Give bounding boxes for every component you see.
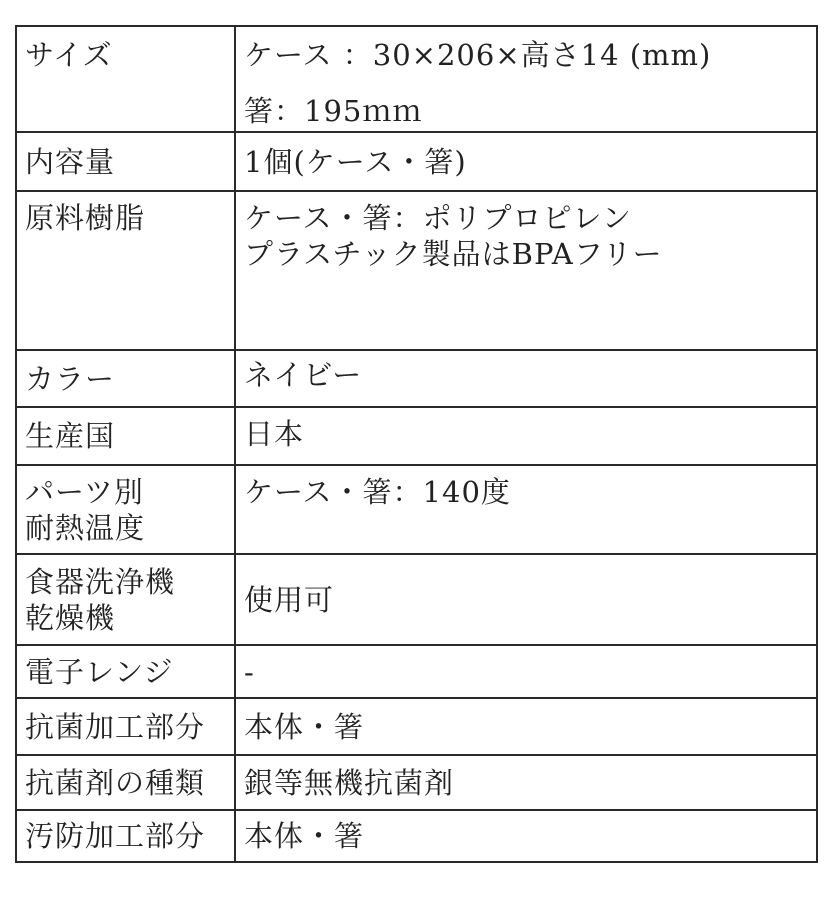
spec-label: 原料樹脂	[25, 201, 146, 235]
spec-label-cell	[16, 554, 235, 645]
spec-label-cell	[16, 132, 235, 191]
spec-row-heat-resistance	[16, 465, 817, 554]
spec-label-cell	[16, 810, 235, 862]
spec-row-size	[16, 26, 817, 132]
spec-label: 乾燥機	[25, 600, 116, 635]
spec-value: 箸：195ｍｍ	[244, 94, 423, 128]
spec-row-color	[16, 350, 817, 407]
spec-label: サイズ	[25, 38, 113, 72]
spec-label: 食器洗浄機	[25, 564, 176, 599]
spec-row-antifouling-part	[16, 810, 817, 862]
spec-label-cell	[16, 26, 235, 132]
spec-label: 耐熱温度	[25, 511, 146, 545]
spec-value-cell	[235, 191, 817, 350]
spec-value-cell	[235, 465, 817, 554]
spec-value: ケース・箸：ポリプロピレン	[244, 201, 632, 235]
spec-value-cell	[235, 26, 817, 132]
spec-row-material	[16, 191, 817, 350]
spec-label: 汚防加工部分	[25, 819, 206, 853]
spec-value-cell	[235, 350, 817, 407]
spec-value: 銀等無機抗菌剤	[244, 765, 455, 800]
spec-value-cell	[235, 132, 817, 191]
spec-value-cell	[235, 698, 817, 755]
spec-row-antibacterial-part	[16, 698, 817, 755]
spec-label: 抗菌加工部分	[25, 709, 206, 744]
spec-label: カラー	[25, 361, 116, 396]
spec-value: 1個(ケース・箸)	[244, 144, 467, 179]
spec-label: 生産国	[25, 419, 116, 453]
spec-value: プラスチック製品はBPAフリー	[244, 237, 663, 271]
spec-value-cell	[235, 645, 817, 698]
spec-row-dishwasher	[16, 554, 817, 645]
spec-value-cell	[235, 810, 817, 862]
spec-label-cell	[16, 407, 235, 465]
spec-value: 日本	[244, 417, 305, 451]
spec-value-cell	[235, 554, 817, 645]
spec-value: 使用可	[244, 582, 335, 617]
spec-label-cell	[16, 698, 235, 755]
spec-value-cell	[235, 407, 817, 465]
spec-value: ネイビー	[244, 358, 363, 392]
spec-label-cell	[16, 465, 235, 554]
spec-row-antibacterial-agent	[16, 755, 817, 810]
spec-label: 電子レンジ	[25, 654, 174, 689]
spec-value: -	[244, 654, 255, 689]
spec-row-country	[16, 407, 817, 465]
spec-row-microwave	[16, 645, 817, 698]
spec-label: パーツ別	[25, 475, 144, 509]
spec-label-cell	[16, 755, 235, 810]
spec-label-cell	[16, 191, 235, 350]
spec-label-cell	[16, 350, 235, 407]
spec-value: ケース・箸：140度	[244, 475, 511, 509]
spec-value: 本体・箸	[244, 709, 365, 744]
spec-value: ケース ：30×206×高さ14 (mm)	[244, 38, 712, 72]
spec-value: 本体・箸	[244, 819, 365, 853]
spec-row-contents	[16, 132, 817, 191]
product-spec-table	[15, 25, 818, 863]
spec-label: 内容量	[25, 144, 116, 179]
spec-label: 抗菌剤の種類	[25, 765, 206, 800]
spec-value-cell	[235, 755, 817, 810]
spec-label-cell	[16, 645, 235, 698]
